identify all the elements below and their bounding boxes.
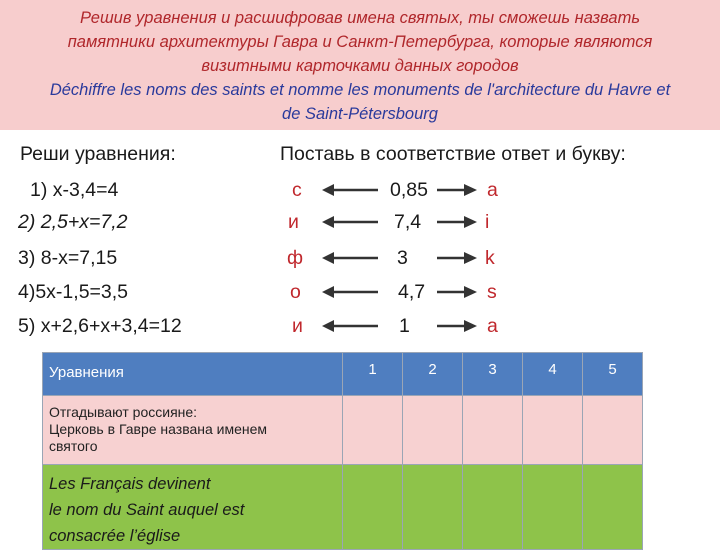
french-answer-cell[interactable]: [523, 465, 583, 550]
left-letter-2: и: [288, 211, 299, 233]
equation-number-4: 4: [523, 353, 583, 396]
instruction-fr-line-1: Déchiffre les noms des saints et nomme les monuments de l'architecture du Havre et: [49, 81, 671, 99]
answer-2: 7,4: [394, 211, 422, 233]
equation-3: 3) 8-х=7,15: [18, 247, 118, 269]
instruction-ru-line-3: визитными карточками данных городов: [201, 57, 519, 75]
right-arrow-icon: [437, 183, 477, 197]
left-letter-3: ф: [287, 247, 304, 269]
instruction-ru-line-1: Решив уравнения и расшифровав имена святых, ты сможешь назвать: [79, 9, 641, 27]
french-answer-cell[interactable]: [463, 465, 523, 550]
instruction-ru-line-2: памятники архитектуры Гавра и Санкт-Петербурга, которые являются: [67, 33, 653, 51]
left-arrow-icon: [322, 215, 378, 229]
equation-number-2: 2: [403, 353, 463, 396]
russian-answer-cell[interactable]: [403, 396, 463, 465]
answer-1: 0,85: [390, 179, 428, 201]
right-letter-2: i: [485, 211, 490, 233]
french-answer-cell[interactable]: [343, 465, 403, 550]
russian-answer-cell[interactable]: [523, 396, 583, 465]
left-letter-4: о: [290, 281, 301, 303]
answer-5: 1: [399, 315, 410, 337]
russian-row-label: Отгадывают россияне: Церковь в Гавре названа именем святого: [43, 396, 343, 465]
left-letter-1: с: [292, 179, 302, 201]
left-letter-5: и: [292, 315, 303, 337]
table-header-row: [43, 353, 643, 396]
russian-answer-cell[interactable]: [343, 396, 403, 465]
answer-4: 4,7: [398, 281, 426, 303]
right-letter-1: a: [487, 179, 498, 201]
instruction-fr-line-2: de Saint-Pétersbourg: [282, 105, 438, 123]
equation-1: 1) х-3,4=4: [30, 179, 119, 201]
instruction-banner: [0, 0, 720, 130]
answer-table: [42, 352, 643, 550]
left-arrow-icon: [322, 285, 378, 299]
right-letter-4: s: [487, 281, 497, 303]
equation-number-1: 1: [343, 353, 403, 396]
right-arrow-icon: [437, 215, 477, 229]
left-arrow-icon: [322, 251, 378, 265]
right-arrow-icon: [437, 251, 477, 265]
right-letter-5: a: [487, 315, 498, 337]
equations-heading: Реши уравнения:: [20, 143, 176, 165]
french-row-label: Les Français devinent le nom du Saint auquel est consacrée l’église: [43, 465, 343, 550]
right-letter-3: k: [485, 247, 495, 269]
equation-5: 5) х+2,6+х+3,4=12: [18, 315, 182, 337]
right-arrow-icon: [437, 319, 477, 333]
left-arrow-icon: [322, 183, 378, 197]
right-arrow-icon: [437, 285, 477, 299]
equation-number-3: 3: [463, 353, 523, 396]
equation-2: 2) 2,5+х=7,2: [18, 211, 128, 233]
equation-4: 4)5х-1,5=3,5: [18, 281, 129, 303]
table-row-french: [43, 465, 643, 550]
equation-number-5: 5: [583, 353, 643, 396]
russian-answer-cell[interactable]: [583, 396, 643, 465]
answer-3: 3: [397, 247, 408, 269]
russian-answer-cell[interactable]: [463, 396, 523, 465]
left-arrow-icon: [322, 319, 378, 333]
french-answer-cell[interactable]: [583, 465, 643, 550]
table-row-russian: [43, 396, 643, 465]
match-heading: Поставь в соответствие ответ и букву:: [280, 143, 626, 165]
table-header-label: Уравнения: [43, 353, 343, 396]
french-answer-cell[interactable]: [403, 465, 463, 550]
